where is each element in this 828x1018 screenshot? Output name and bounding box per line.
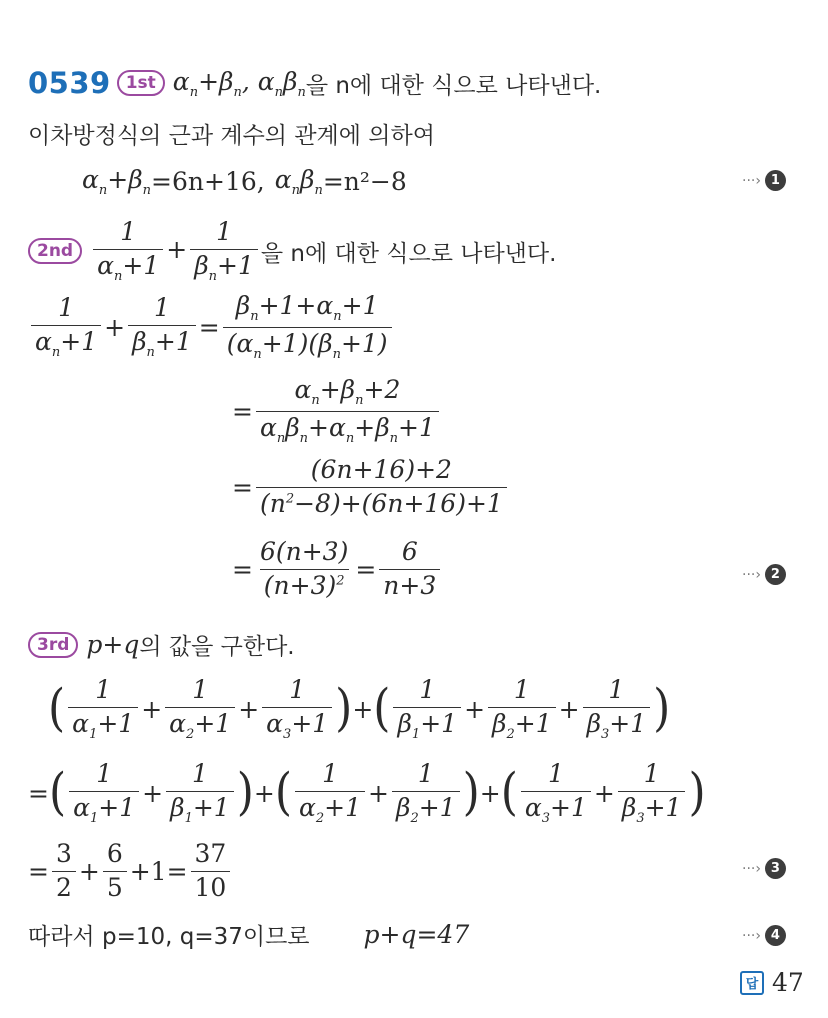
- intro-text: 이차방정식의 근과 계수의 관계에 의하여: [28, 123, 435, 149]
- answer: [740, 968, 804, 997]
- answer-label: 답: [740, 971, 764, 995]
- sum-line-2: = ( $\frac{1}{\alpha_1+1}$ + $\frac{1}{\beta_1+1}$ ) + ( $\frac{1}{\alpha_2+1}$ + $\frac{1}{\beta_2+1}$ ) + ( $\frac{1}{\alpha_3+1}$ + $\frac{1}{\beta_3+1}$ ): [28, 759, 706, 826]
- step-3-line: 3rd p+q 의 값을 구한다.: [28, 628, 295, 661]
- marker-4: ···› 4: [742, 925, 786, 946]
- final-equation: p+q=47: [363, 920, 470, 949]
- final-text: 따라서 p=10, q=37이므로: [28, 924, 310, 950]
- step-3-text: 의 값을 구한다.: [139, 634, 295, 660]
- step-2-line: 2nd $\frac{1}{\alpha_n+1}$ + $\frac{1}{\beta_n+1}$ 을 n에 대한 식으로 나타낸다.: [28, 218, 556, 285]
- marker-2: ···› 2: [742, 564, 786, 585]
- answer-value: 47: [772, 968, 804, 997]
- step-1-expression: $\alpha_n+\beta_n$, $\alpha_n\beta_n$: [172, 66, 306, 100]
- vieta-equation: $\alpha_n+\beta_n$ =6n+16, $\alpha_n\beta_n$ =n²−8: [82, 165, 407, 198]
- derivation-line-4: = $\frac{6(n+3)}{(n+3)^2}$ = $\frac{6}{n+3}$: [232, 538, 443, 601]
- step-2-badge: 2nd: [28, 238, 82, 264]
- problem-number: 0539: [28, 66, 111, 100]
- problem-header: [28, 66, 601, 100]
- marker-3: ···› 3: [742, 858, 786, 879]
- sum-line-1: ( $\frac{1}{\alpha_1+1}$ + $\frac{1}{\alpha_2+1}$ + $\frac{1}{\alpha_3+1}$ ) + ( $\frac{1}{\beta_1+1}$ + $\frac{1}{\beta_2+1}$ + $\frac{1}{\beta_3+1}$ ): [48, 675, 671, 742]
- derivation-line-2: = $\frac{\alpha_n+\beta_n+2}{\alpha_n\beta_n+\alpha_n+\beta_n+1}$: [232, 376, 442, 447]
- sum-line-3: = $\frac{3}{2}$ + $\frac{6}{5}$ +1= $\frac{37}{10}$: [28, 840, 233, 903]
- derivation-line-3: = $\frac{(6n+16)+2}{(n^2-8)+(6n+16)+1}$: [232, 456, 510, 519]
- step-1-badge: 1st: [117, 70, 165, 96]
- marker-1: ···› 1: [742, 170, 786, 191]
- derivation-line-1: $\frac{1}{\alpha_n+1}$ + $\frac{1}{\beta_n+1}$ = $\frac{\beta_n+1+\alpha_n+1}{(\alpha_n+1)(\beta_n+1)}$: [28, 292, 395, 363]
- step-2-text: 을 n에 대한 식으로 나타낸다.: [260, 240, 557, 267]
- step-1-text: 을 n에 대한 식으로 나타낸다.: [305, 72, 602, 99]
- step-3-badge: 3rd: [28, 632, 78, 658]
- final-line: [28, 918, 469, 951]
